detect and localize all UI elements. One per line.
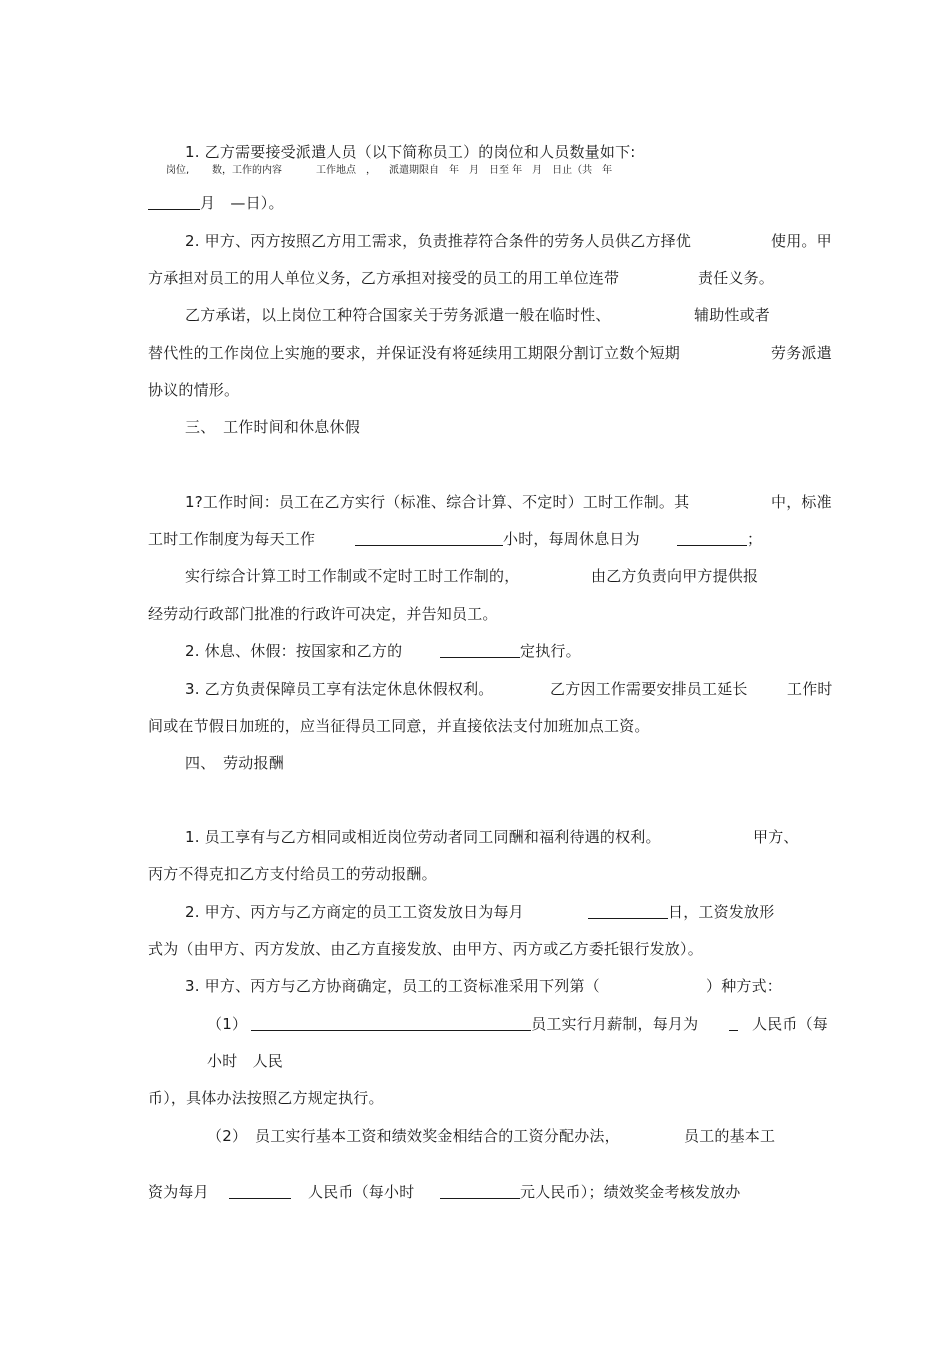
clause-text: 月 —日）。	[148, 193, 284, 213]
section-heading: 三、 工作时间和休息休假	[185, 418, 360, 436]
clause-text: 丙方不得克扣乙方支付给员工的劳动报酬。	[148, 865, 437, 883]
clause-text: 员工实行基本工资和绩效奖金相结合的工资分配办法，	[255, 1127, 620, 1145]
clause-text	[729, 1014, 738, 1034]
fill-blank	[251, 1016, 531, 1031]
clause-text: ；	[677, 529, 762, 549]
fill-blank	[440, 1184, 520, 1199]
clause-text: 人民币（每小时	[308, 1183, 415, 1201]
table-header-text: 派遣期限自 年 月 日至 年 月 日止（共 年	[389, 165, 613, 176]
fill-blank	[355, 531, 503, 546]
fill-blank	[588, 904, 668, 919]
clause-text: 工作时	[787, 680, 833, 698]
clause-text: 币），具体办法按照乙方规定执行。	[148, 1089, 384, 1107]
clause-text: 式为（由甲方、丙方发放、由乙方直接发放、由甲方、丙方或乙方委托银行发放）。	[148, 940, 703, 958]
clause-text: 方承担对员工的用人单位义务，乙方承担对接受的员工的用工单位连带	[148, 269, 620, 287]
clause-text: 小时 人民	[207, 1052, 284, 1070]
clause-text: 3. 乙方负责保障员工享有法定休息休假权利。	[185, 680, 494, 698]
table-header-text: 数，工作的内容	[212, 165, 282, 176]
clause-text: 劳务派遣	[771, 344, 832, 362]
clause-text: 2. 甲方、丙方按照乙方用工需求，负责推荐符合条件的劳务人员供乙方择优	[185, 232, 692, 250]
clause-text: 元人民币）；绩效奖金考核发放办	[440, 1182, 741, 1202]
clause-text: 定执行。	[440, 641, 581, 661]
clause-text: 替代性的工作岗位上实施的要求，并保证没有将延续用工期限分割订立数个短期	[148, 344, 681, 362]
clause-text: 使用。甲	[771, 232, 832, 250]
clause-text: 资为每月	[148, 1183, 209, 1201]
clause-text: ）种方式：	[706, 977, 783, 995]
clause-text: 协议的情形。	[148, 381, 240, 399]
fill-blank	[729, 1016, 738, 1031]
table-header-text: 岗位,	[166, 165, 190, 176]
fill-blank	[440, 643, 520, 658]
clause-text: 间或在节假日加班的，应当征得员工同意，并直接依法支付加班加点工资。	[148, 717, 650, 735]
clause-text: 1?工作时间：员工在乙方实行（标准、综合计算、不定时）工时工作制。其	[185, 493, 690, 511]
clause-text: 中，标准	[771, 493, 832, 511]
clause-text: 员工的基本工	[684, 1127, 776, 1145]
section-heading: 四、 劳动报酬	[185, 754, 284, 772]
fill-blank	[677, 531, 747, 546]
clause-text: 1. 乙方需要接受派遣人员（以下简称员工）的岗位和人员数量如下:	[185, 143, 636, 161]
clause-text: （1） 员工实行月薪制，每月为	[207, 1015, 699, 1033]
clause-text: 甲方、	[753, 828, 799, 846]
clause-text: 人民币（每	[752, 1015, 829, 1033]
clause-text: 乙方因工作需要安排员工延长	[550, 680, 748, 698]
clause-text	[229, 1182, 291, 1202]
clause-text: 1. 员工享有与乙方相同或相近岗位劳动者同工同酬和福利待遇的权利。	[185, 828, 661, 846]
table-header-text: 工作地点 ，	[316, 165, 376, 176]
clause-text: 2. 甲方、丙方与乙方商定的员工工资发放日为每月	[185, 903, 524, 921]
clause-text: 辅助性或者	[694, 306, 771, 324]
clause-text: 责任义务。	[698, 269, 775, 287]
clause-text: 经劳动行政部门批准的行政许可决定，并告知员工。	[148, 605, 498, 623]
clause-text: 乙方承诺，以上岗位工种符合国家关于劳务派遣一般在临时性、	[185, 306, 611, 324]
clause-text: 由乙方负责向甲方提供报	[591, 567, 759, 585]
clause-text: 实行综合计算工时工作制或不定时工时工作制的，	[185, 567, 520, 585]
fill-blank	[148, 195, 200, 210]
clause-text: 小时，每周休息日为	[355, 529, 640, 549]
fill-blank	[229, 1184, 291, 1199]
clause-text: 2. 休息、休假：按国家和乙方的	[185, 642, 403, 660]
clause-text: 3. 甲方、丙方与乙方协商确定，员工的工资标准采用下列第（	[185, 977, 600, 995]
clause-text: 工时工作制度为每天工作	[148, 530, 316, 548]
clause-text: 日，工资发放形	[588, 902, 774, 922]
clause-text: （2）	[207, 1127, 248, 1145]
